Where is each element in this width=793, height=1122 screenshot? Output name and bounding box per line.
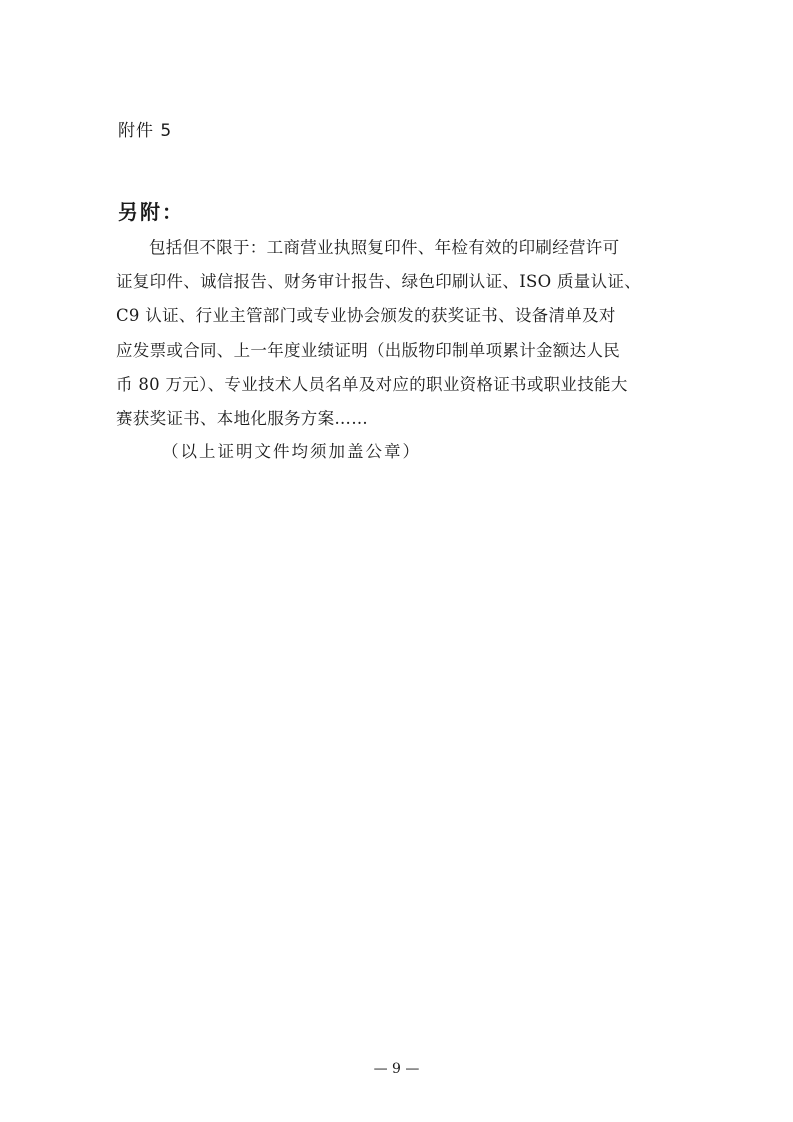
- paragraph-line: 包括但不限于：工商营业执照复印件、年检有效的印刷经营许可: [149, 238, 620, 257]
- paragraph-line: 赛获奖证书、本地化服务方案……: [116, 409, 368, 429]
- paragraph-line: 币 80 万元）、专业技术人员名单及对应的职业资格证书或职业技能大: [116, 374, 628, 394]
- paragraph-line: C9 认证、行业主管部门或专业协会颁发的获奖证书、设备清单及对: [116, 306, 616, 326]
- paragraph-line: 应发票或合同、上一年度业绩证明（出版物印制单项累计金额达人民: [116, 340, 620, 360]
- seal-requirement-note: （以上证明文件均须加盖公章）: [162, 442, 421, 461]
- body-paragraph: [116, 231, 682, 436]
- page-number: — 9 —: [373, 1061, 420, 1077]
- paragraph-line: 证复印件、诚信报告、财务审计报告、绿色印刷认证、ISO 质量认证、: [116, 272, 641, 292]
- section-heading: 另附：: [118, 200, 184, 224]
- attachment-label: 附件 5: [118, 121, 173, 141]
